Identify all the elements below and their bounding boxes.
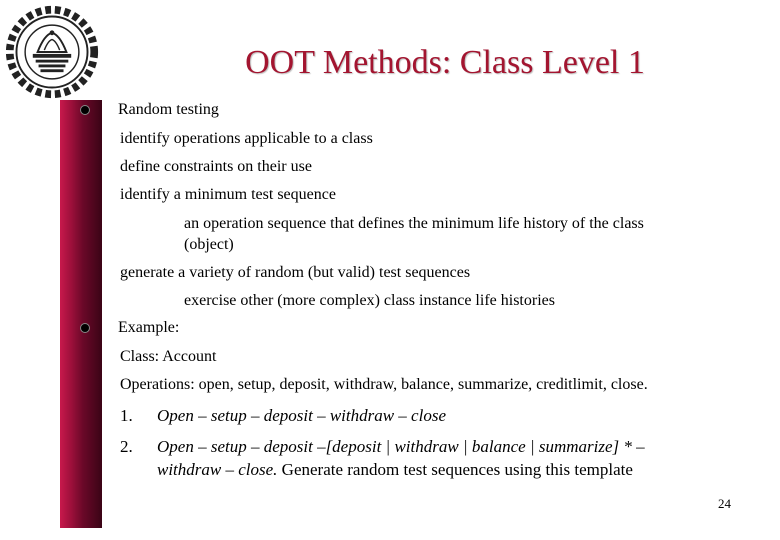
text-line: generate a variety of random (but valid) test sequences: [120, 264, 471, 281]
slide-title: OOT Methods: Class Level 1: [245, 44, 645, 81]
text-line: an operation sequence that defines the minimum life history of the class: [184, 215, 644, 232]
text-line: identify a minimum test sequence: [120, 186, 336, 203]
text-line: define constraints on their use: [120, 158, 312, 175]
sequence-item: Open – setup – deposit – withdraw – close: [157, 406, 446, 425]
sequence-item: Open – setup – deposit –[deposit | withdraw | balance | summarize] * –: [157, 437, 645, 456]
text-line: Operations: open, setup, deposit, withdraw, balance, summarize, creditlimit, close.: [120, 376, 648, 393]
text-line: Class: Account: [120, 348, 217, 365]
list-number: 1.: [120, 406, 133, 425]
page-number: 24: [718, 496, 731, 511]
bullet-dot: [80, 105, 90, 115]
text-line: exercise other (more complex) class instance life histories: [184, 292, 555, 309]
sequence-note: Generate random test sequences using this template: [277, 460, 633, 479]
text-line: (object): [184, 236, 234, 253]
sidebar-gradient-bar: [60, 100, 102, 528]
text-line: identify operations applicable to a class: [120, 130, 373, 147]
list-number: 2.: [120, 437, 133, 456]
sequence-italic: withdraw – close.: [157, 460, 278, 479]
bullet-example: Example:: [118, 319, 180, 336]
university-logo-icon: [4, 4, 100, 100]
sequence-item-cont: [157, 460, 633, 480]
bullet-random-testing: Random testing: [118, 101, 219, 118]
bullet-dot: [80, 323, 90, 333]
